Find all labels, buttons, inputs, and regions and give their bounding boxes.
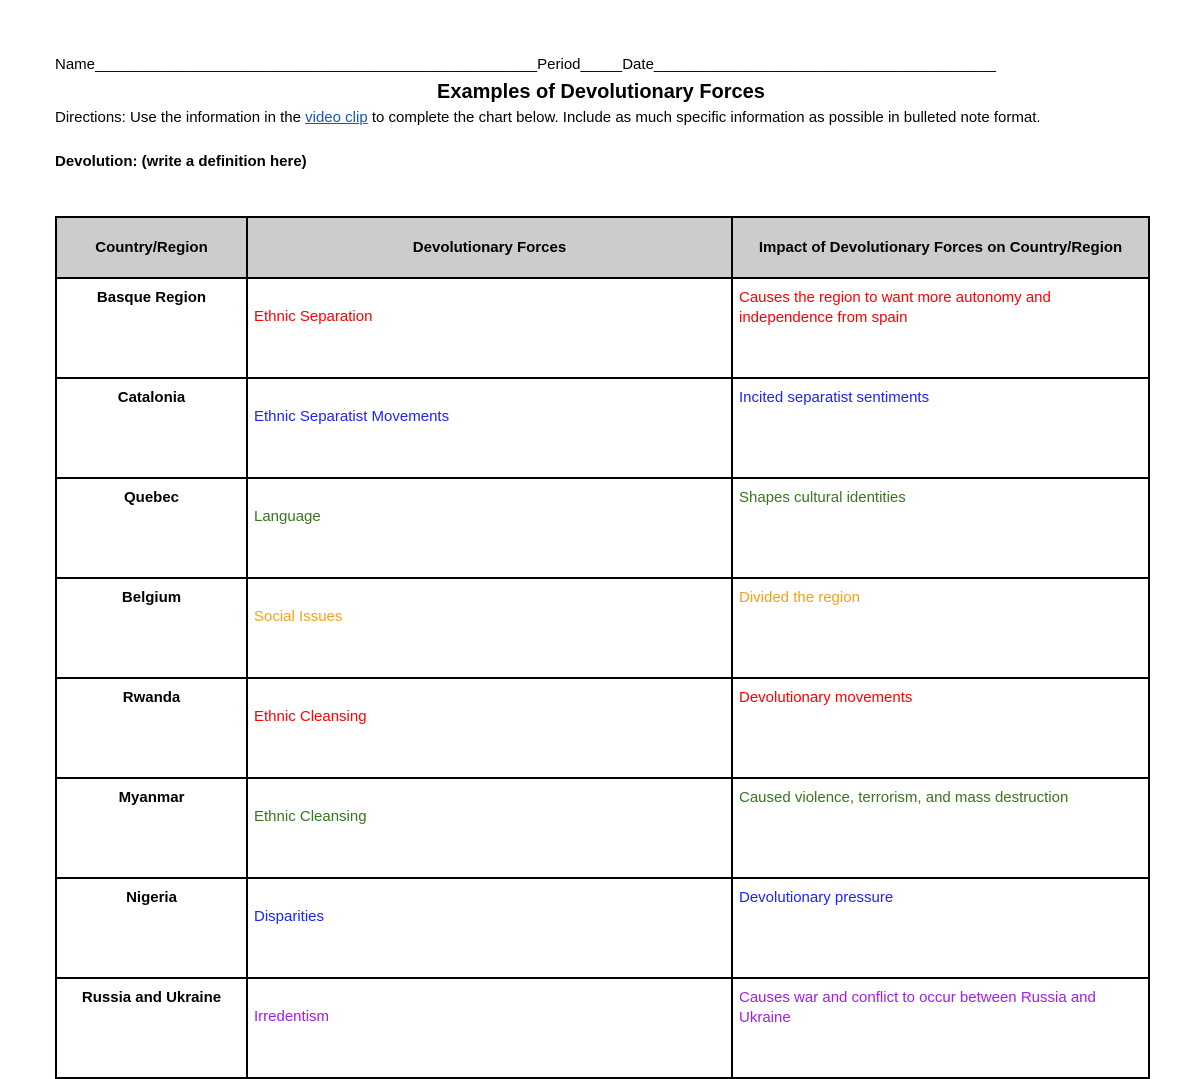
impact-cell: Incited separatist sentiments (732, 378, 1149, 478)
video-clip-link[interactable]: video clip (305, 109, 368, 126)
force-cell: Ethnic Cleansing (247, 778, 732, 878)
table-row (56, 278, 1149, 378)
force-cell: Social Issues (247, 578, 732, 678)
devolution-chart (55, 216, 1150, 1079)
country-cell: Quebec (56, 478, 247, 578)
directions-text-end: to complete the chart below. Include as much specific information as possible in bulleted note format. (367, 109, 1041, 126)
country-cell: Belgium (56, 578, 247, 678)
header-impact: Impact of Devolutionary Forces on Country/Region (732, 217, 1149, 278)
table-header-row (56, 217, 1149, 278)
country-cell: Nigeria (56, 878, 247, 978)
page-title: Examples of Devolutionary Forces (437, 81, 765, 103)
worksheet-header (55, 54, 1147, 173)
country-cell: Russia and Ukraine (56, 978, 247, 1078)
force-cell: Ethnic Separation (247, 278, 732, 378)
country-cell: Basque Region (56, 278, 247, 378)
country-cell: Rwanda (56, 678, 247, 778)
force-cell: Language (247, 478, 732, 578)
force-cell: Ethnic Separatist Movements (247, 378, 732, 478)
country-cell: Catalonia (56, 378, 247, 478)
table-row (56, 578, 1149, 678)
directions-text-start: Directions: Use the information in the (55, 109, 306, 126)
impact-cell: Shapes cultural identities (732, 478, 1149, 578)
impact-cell: Devolutionary movements (732, 678, 1149, 778)
definition-label: Devolution: (write a definition here) (55, 153, 307, 170)
force-cell: Ethnic Cleansing (247, 678, 732, 778)
table-row (56, 978, 1149, 1078)
impact-cell: Divided the region (732, 578, 1149, 678)
table-row (56, 678, 1149, 778)
impact-cell: Caused violence, terrorism, and mass destruction (732, 778, 1149, 878)
force-cell: Disparities (247, 878, 732, 978)
header-country: Country/Region (56, 217, 247, 278)
header-forces: Devolutionary Forces (247, 217, 732, 278)
name-period-date-line: Name_____________________________________________________Period_____Date_________________________________________ (55, 56, 996, 73)
country-cell: Myanmar (56, 778, 247, 878)
impact-cell: Causes the region to want more autonomy and independence from spain (732, 278, 1149, 378)
impact-cell: Causes war and conflict to occur between Russia and Ukraine (732, 978, 1149, 1078)
impact-cell: Devolutionary pressure (732, 878, 1149, 978)
table-row (56, 478, 1149, 578)
directions (55, 107, 1147, 129)
force-cell: Irredentism (247, 978, 732, 1078)
table-row (56, 878, 1149, 978)
table-row (56, 778, 1149, 878)
table-row (56, 378, 1149, 478)
